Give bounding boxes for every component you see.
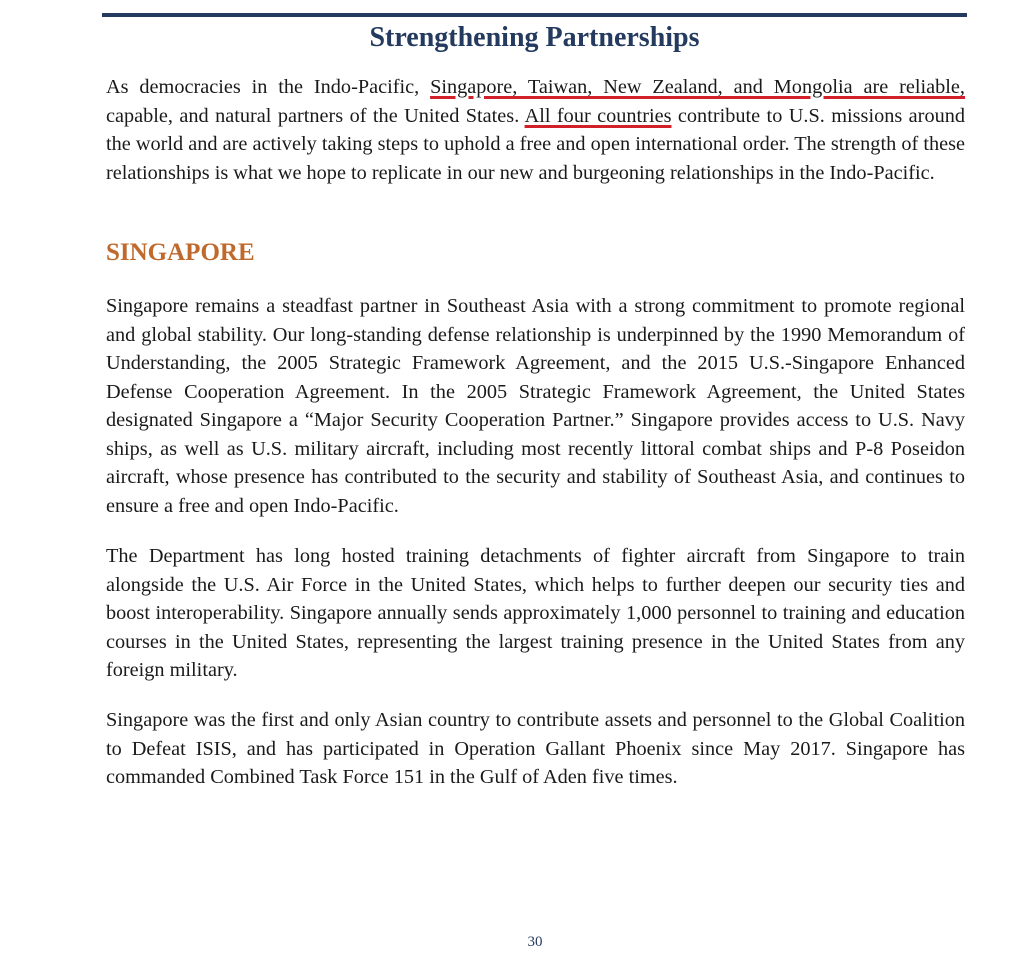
page-title: Strengthening Partnerships xyxy=(369,22,700,53)
page-number: 30 xyxy=(527,934,543,950)
intro-text-1: As democracies in the Indo-Pacific, xyxy=(106,76,431,98)
intro-text-2: capable, and natural partners of the United States. xyxy=(106,104,525,127)
intro-highlight-four-countries: All four countries xyxy=(524,104,672,127)
intro-text-3: contribute to U.S. missions around the world and are actively taking steps to uphold a free and open international order. The strength of these relationships is what we hope to replicate in our new and burgeoning relationships in the Indo-Pacific. xyxy=(106,104,966,184)
singapore-paragraph-2: The Department has long hosted training detachments of fighter aircraft from Singapore to train alongside the U.S. Air Force in the United States, which helps to further deepen our security ties and boost interoperability. Singapore annually sends approximately 1,000 personnel to training and education courses in the United States, representing the largest training presence in the United States from any foreign military. xyxy=(106,545,965,681)
intro-paragraph xyxy=(106,73,965,187)
top-rule-divider xyxy=(102,13,967,17)
intro-highlight-partners: Singapore, Taiwan, New Zealand, and Mongolia are reliable, xyxy=(430,76,965,98)
singapore-paragraph-1: Singapore remains a steadfast partner in Southeast Asia with a strong commitment to promote regional and global stability. Our long-standing defense relationship is underpinned by the 1990 Memorandum of Understanding, the 2005 Strategic Framework Agreement, and the 2015 U.S.-Singapore Enhanced Defense Cooperation Agreement. In the 2005 Strategic Framework Agreement, the United States designated Singapore a “Major Security Cooperation Partner.” Singapore provides access to U.S. Navy ships, as well as U.S. military aircraft, including most recently littoral combat ships and P-8 Poseidon aircraft, whose presence has contributed to the security and stability of Southeast Asia, and continues to ensure a free and open Indo-Pacific. xyxy=(106,295,965,517)
section-heading-singapore: SINGAPORE xyxy=(106,239,255,266)
singapore-paragraph-3: Singapore was the first and only Asian country to contribute assets and personnel to the Global Coalition to Defeat ISIS, and has participated in Operation Gallant Phoenix since May 2017. Singapore has commanded Combined Task Force 151 in the Gulf of Aden five times. xyxy=(106,709,965,788)
